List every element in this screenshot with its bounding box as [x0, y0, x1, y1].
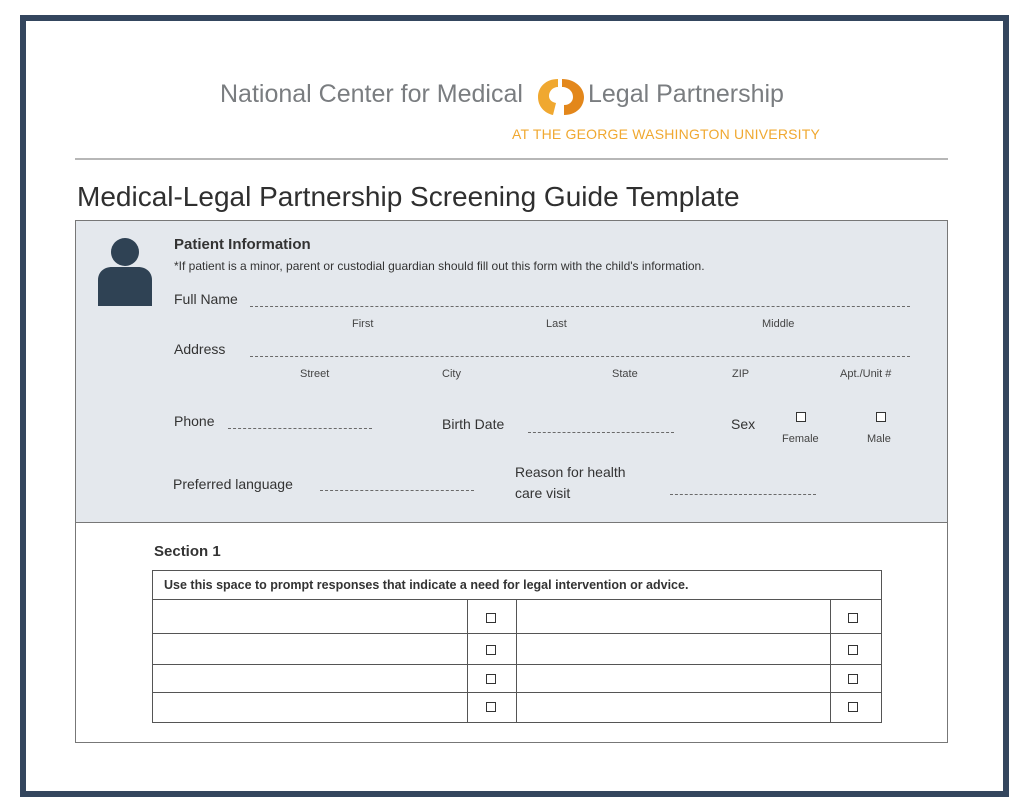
phone-field[interactable]	[228, 428, 372, 429]
table-row-1-right-checkbox[interactable]	[848, 613, 858, 623]
table-row-2-right-checkbox[interactable]	[848, 645, 858, 655]
table-row-4-left-checkbox[interactable]	[486, 702, 496, 712]
table-row-1-left-checkbox[interactable]	[486, 613, 496, 623]
sex-female-caption: Female	[782, 433, 819, 445]
address-zip-caption: ZIP	[732, 368, 750, 380]
address-city-caption: City	[442, 368, 461, 380]
patient-info-heading: Patient Information	[174, 236, 311, 253]
org-name-part2: Legal Partnership	[588, 80, 784, 108]
table-row-divider	[153, 692, 881, 693]
table-row-3-right-checkbox[interactable]	[848, 674, 858, 684]
phone-label: Phone	[174, 413, 215, 429]
sex-label: Sex	[731, 416, 756, 432]
address-street-caption: Street	[300, 368, 330, 380]
name-middle-caption: Middle	[762, 318, 795, 330]
full-name-field[interactable]	[250, 306, 910, 307]
page-title: Medical-Legal Partnership Screening Guide Template	[77, 181, 740, 212]
address-label: Address	[174, 341, 226, 357]
preferred-language-field[interactable]	[320, 490, 474, 491]
birth-date-field[interactable]	[528, 432, 674, 433]
table-row-4-right-checkbox[interactable]	[848, 702, 858, 712]
section-1-table-header	[153, 571, 881, 600]
address-apt-caption: Apt./Unit #	[840, 368, 892, 380]
name-last-caption: Last	[546, 318, 567, 330]
org-logo	[200, 70, 820, 150]
table-col-divider	[830, 600, 831, 722]
org-name-part1: National Center for Medical	[220, 80, 523, 108]
table-col-divider	[467, 600, 468, 722]
person-icon	[96, 236, 154, 306]
section-1-heading: Section 1	[154, 543, 221, 560]
full-name-label: Full Name	[174, 291, 238, 307]
address-field[interactable]	[250, 356, 910, 357]
reason-field[interactable]	[670, 494, 816, 495]
mlp-logo-icon	[536, 75, 586, 117]
name-first-caption: First	[352, 318, 374, 330]
sex-female-checkbox[interactable]	[796, 412, 806, 422]
table-row-2-left-checkbox[interactable]	[486, 645, 496, 655]
org-subtitle: AT THE GEORGE WASHINGTON UNIVERSITY	[512, 126, 821, 142]
table-col-divider	[516, 600, 517, 722]
sex-male-caption: Male	[867, 433, 891, 445]
table-row-3-left-checkbox[interactable]	[486, 674, 496, 684]
header-divider	[75, 158, 948, 160]
table-row-divider	[153, 664, 881, 665]
preferred-language-label: Preferred language	[173, 476, 293, 492]
birth-date-label: Birth Date	[442, 416, 505, 432]
reason-label-line2: care visit	[515, 485, 571, 501]
address-state-caption: State	[612, 368, 638, 380]
patient-info-note: *If patient is a minor, parent or custodial guardian should fill out this form with the child's information.	[174, 259, 705, 273]
section-1-table	[152, 570, 882, 723]
reason-label-line1: Reason for health	[515, 464, 626, 480]
sex-male-checkbox[interactable]	[876, 412, 886, 422]
section-1-table-header-text: Use this space to prompt responses that indicate a need for legal intervention or advice.	[164, 578, 689, 592]
table-row-divider	[153, 633, 881, 634]
